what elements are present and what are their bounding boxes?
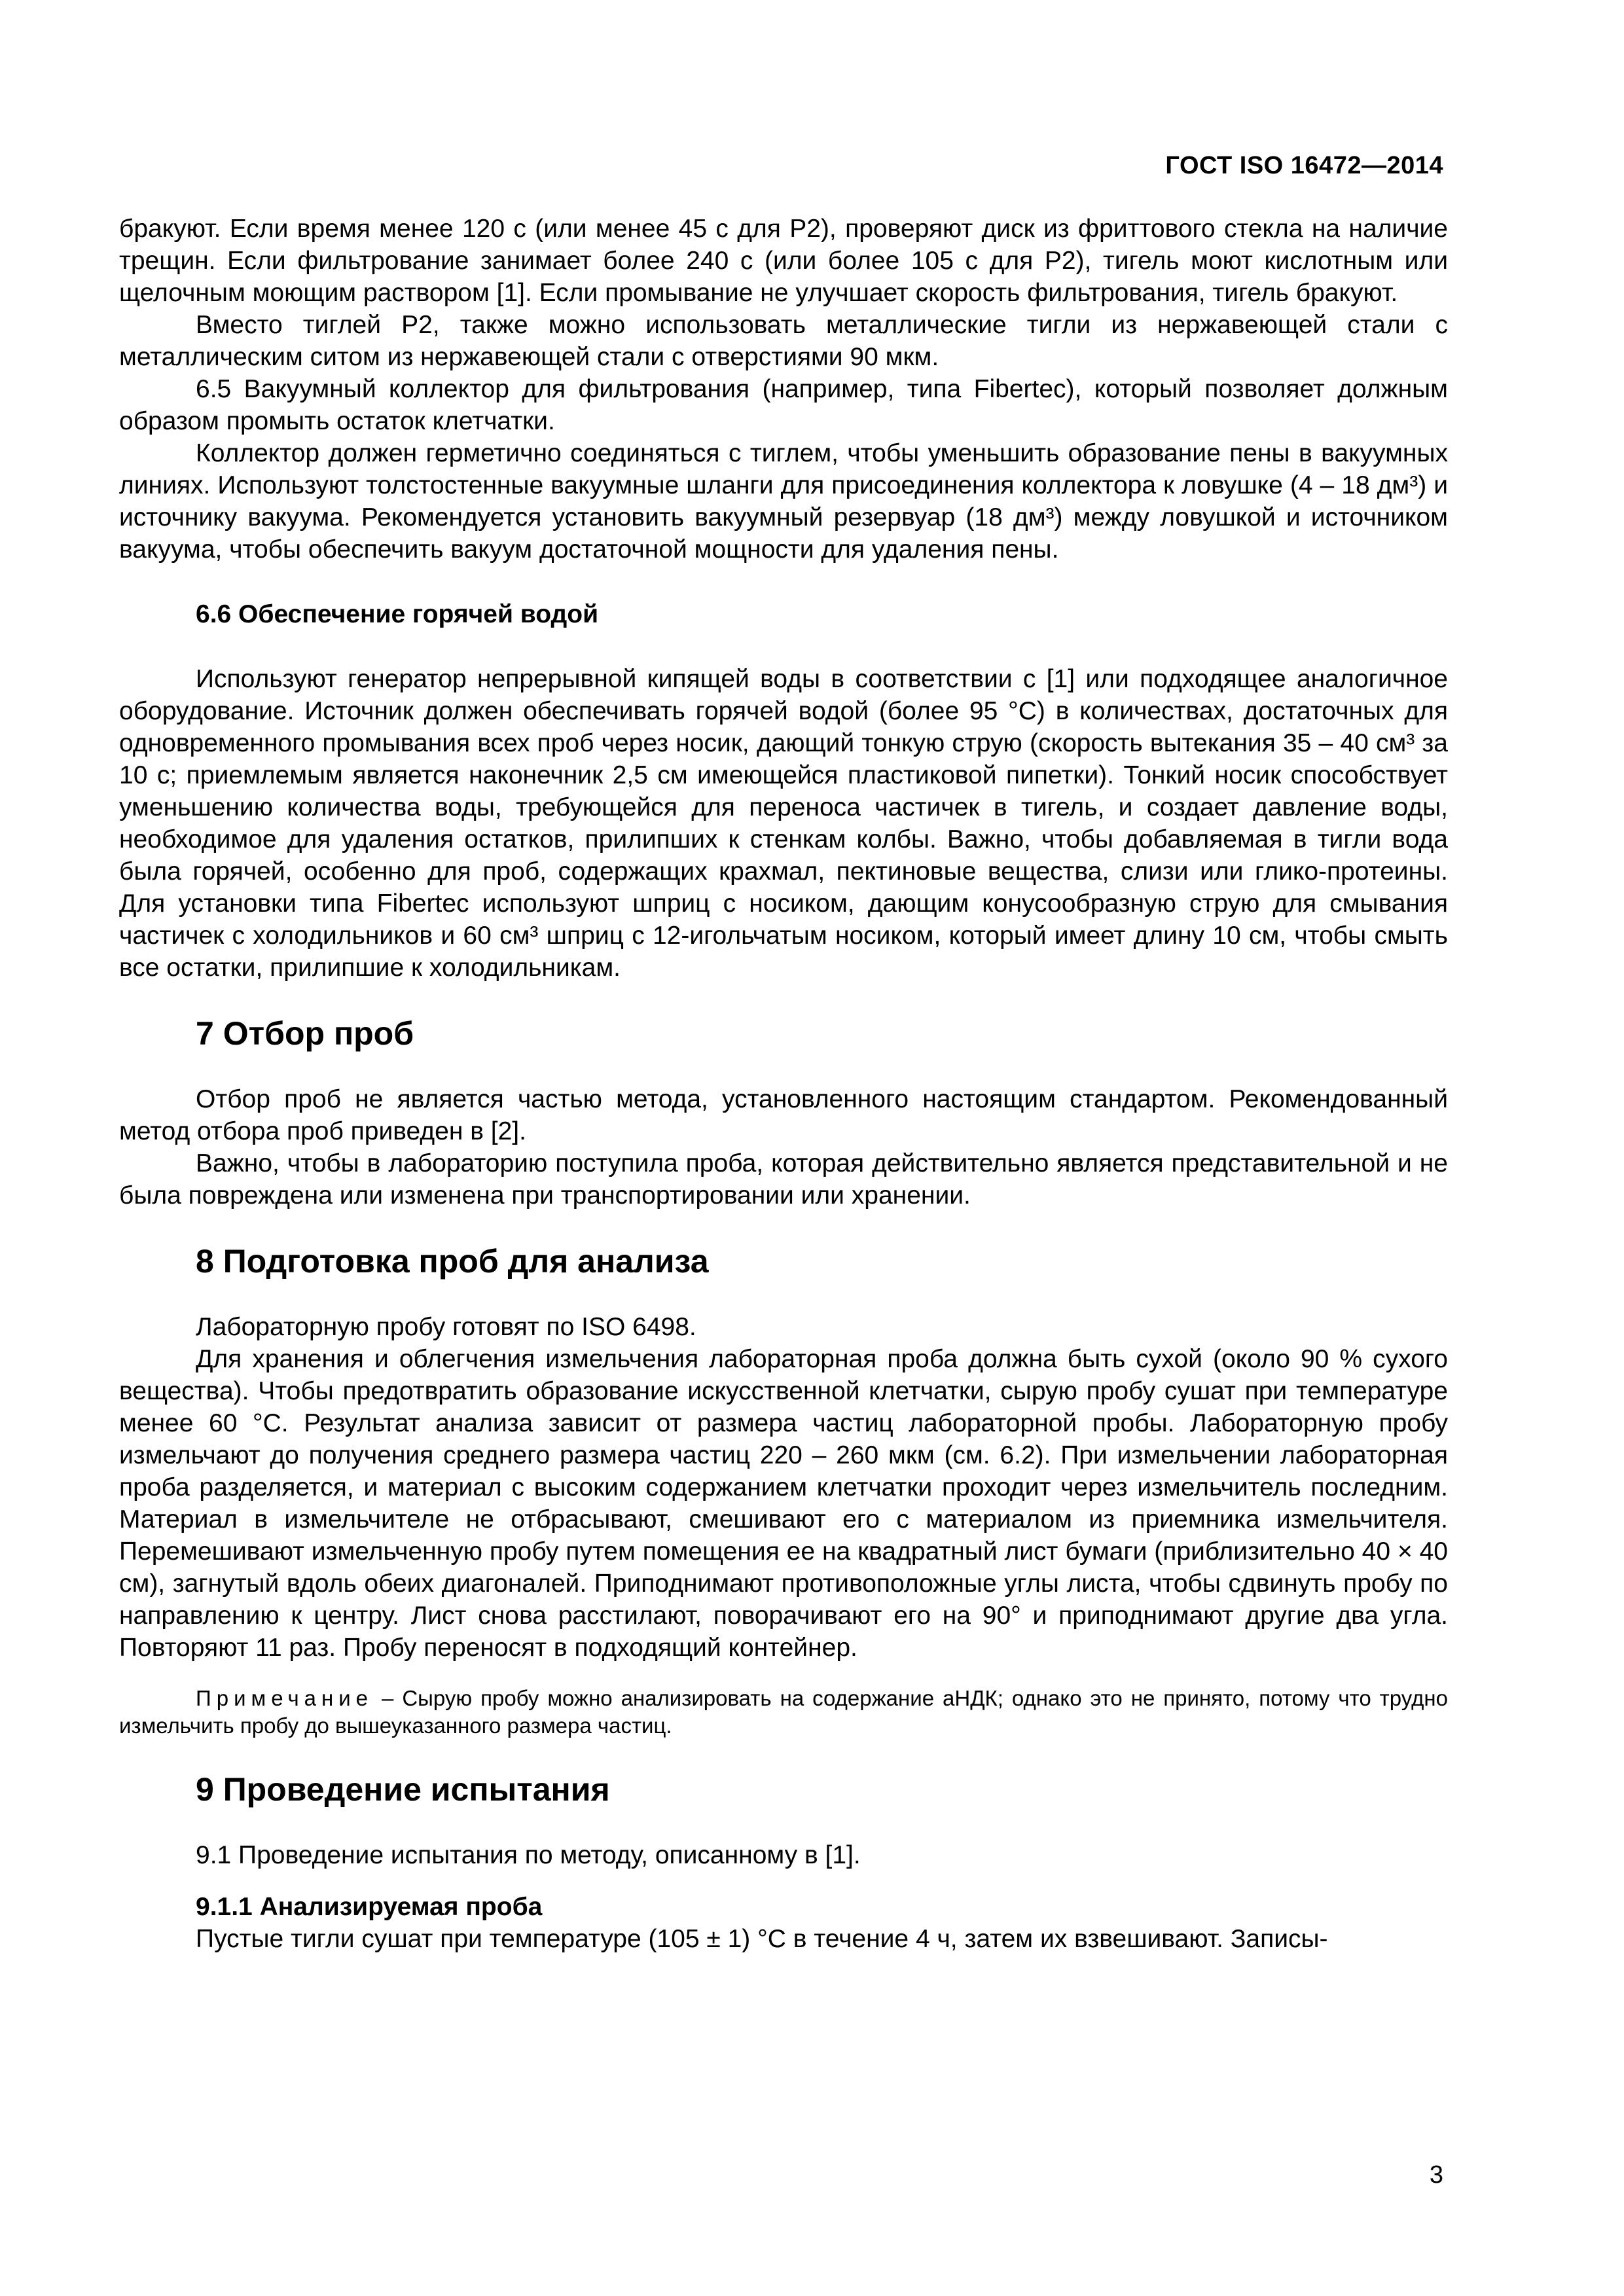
section-heading-8: 8 Подготовка проб для анализа [196,1243,709,1280]
note-text: – Сырую пробу можно анализировать на содержание аНДК; однако это не принято, потому что трудно измельчить пробу до вышеуказанного размера частиц. [119,1686,1448,1738]
paragraph: 9.1 Проведение испытания по методу, описанному в [1]. [196,1841,861,1869]
paragraph: 6.5 Вакуумный коллектор для фильтрования (например, типа Fibertec), который позволяет должным образом промыть остаток клетчатки. [119,375,1448,435]
document-code-header: ГОСТ ISO 16472—2014 [1165,152,1443,179]
note [119,1685,1448,1740]
section-heading-6-6: 6.6 Обеспечение горячей водой [196,600,599,628]
page-number: 3 [1429,2161,1443,2189]
paragraph: Лабораторную пробу готовят по ISO 6498. [196,1313,696,1341]
paragraph: бракуют. Если время менее 120 с (или менее 45 с для P2), проверяют диск из фриттового стекла на наличие трещин. Если фильтрование занимает более 240 с (или более 105 с для P2), тигель моют кислотным или щелочным моющим раствором [1]. Если промывание не улучшает скорость фильтрования, тигель бракуют. [119,215,1448,307]
paragraph: Для хранения и облегчения измельчения лабораторная проба должна быть сухой (около 90 % сухого вещества). Чтобы предотвратить образование искусственной клетчатки, сырую пробу сушат при температуре менее 60 °C. Результат анализа зависит от размера частиц лабораторной пробы. Лабораторную пробу измельчают до получения среднего размера частиц 220 – 260 мкм (см. 6.2). При измельчении лабораторная проба разделяется, и материал с высоким содержанием клетчатки проходит через измельчитель последним. Материал в измельчителе не отбрасывают, смешивают его с материалом из приемника измельчителя. Перемешивают измельченную пробу путем помещения ее на квадратный лист бумаги (приблизительно 40 × 40 см), загнутый вдоль обеих диагоналей. Приподнимают противоположные углы листа, чтобы сдвинуть пробу по направлению к центру. Лист снова расстилают, поворачивают его на 90° и приподнимают другие два угла. Повторяют 11 раз. Пробу переносят в подходящий контейнер. [119,1345,1448,1662]
section-heading-7: 7 Отбор проб [196,1015,414,1052]
note-label: Примечание [196,1686,374,1710]
paragraph: Пустые тигли сушат при температуре (105 ± 1) °C в течение 4 ч, затем их взвешивают. Записы- [196,1925,1328,1953]
subsection-heading-9-1-1: 9.1.1 Анализируемая проба [196,1893,543,1921]
paragraph: Важно, чтобы в лабораторию поступила проба, которая действительно является представительной и не была повреждена или изменена при транспортировании или хранении. [119,1149,1448,1210]
paragraph: Вместо тиглей P2, также можно использовать металлические тигли из нержавеющей стали с металлическим ситом из нержавеющей стали с отверстиями 90 мкм. [119,311,1448,371]
paragraph: Используют генератор непрерывной кипящей воды в соответствии с [1] или подходящее аналогичное оборудование. Источник должен обеспечивать горячей водой (более 95 °C) в количествах, достаточных для одновременного промывания всех проб через носик, дающий тонкую струю (скорость вытекания 35 – 40 см³ за 10 с; приемлемым является наконечник 2,5 см имеющейся пластиковой пипетки). Тонкий носик способствует уменьшению количества воды, требующейся для переноса частичек в тигель, и создает давление воды, необходимое для удаления остатков, прилипших к стенкам колбы. Важно, чтобы добавляемая в тигли вода была горячей, особенно для проб, содержащих крахмал, пектиновые вещества, слизи или глико-протеины. Для установки типа Fibertec используют шприц с носиком, дающим конусообразную струю для смывания частичек с холодильников и 60 см³ шприц с 12-игольчатым носиком, который имеет длину 10 см, чтобы смыть все остатки, прилипшие к холодильникам. [119,665,1448,982]
section-heading-9: 9 Проведение испытания [196,1771,610,1808]
paragraph: Коллектор должен герметично соединяться с тиглем, чтобы уменьшить образование пены в вакуумных линиях. Используют толстостенные вакуумные шланги для присоединения коллектора к ловушке (4 – 18 дм³) и источнику вакуума. Рекомендуется установить вакуумный резервуар (18 дм³) между ловушкой и источником вакуума, чтобы обеспечить вакуум достаточной мощности для удаления пены. [119,439,1448,564]
document-body [119,213,1448,1955]
paragraph: Отбор проб не является частью метода, установленного настоящим стандартом. Рекомендованный метод отбора проб приведен в [2]. [119,1085,1448,1145]
